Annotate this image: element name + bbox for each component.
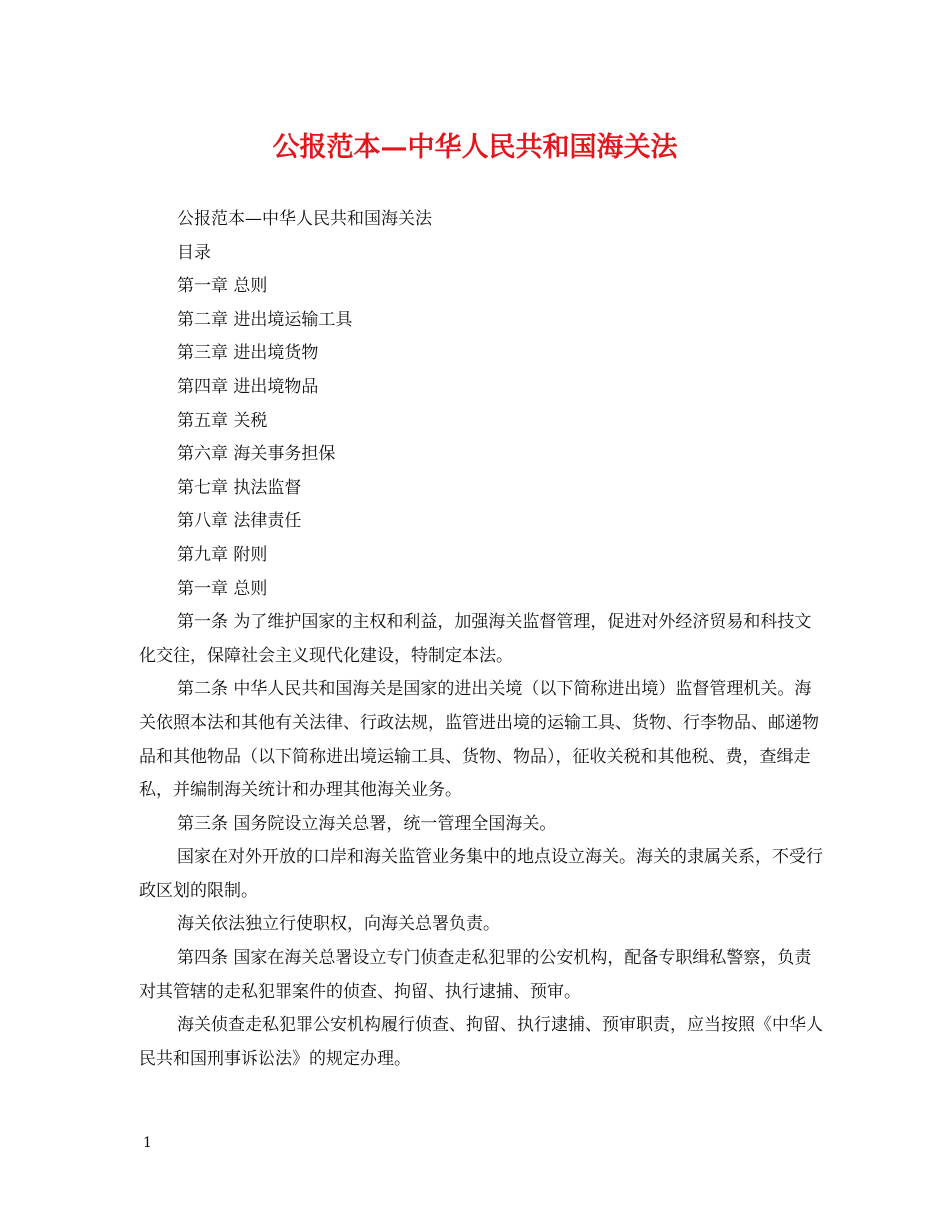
document-body xyxy=(139,203,827,1076)
page-number: 1 xyxy=(143,1135,152,1151)
toc-item: 第二章 进出境运输工具 xyxy=(177,309,353,330)
article-paragraph: 第二条 中华人民共和国海关是国家的进出关境（以下简称进出境）监督管理机关。海关依照本法和其他有关法律、行政法规，监管进出境的运输工具、货物、行李物品、邮递物品和其他物品（以下简称进出境运输工具、货物、物品），征收关税和其他税、费，查缉走私，并编制海关统计和办理其他海关业务。 xyxy=(139,679,819,801)
toc-heading: 目录 xyxy=(177,242,211,263)
article-paragraph: 国家在对外开放的口岸和海关监管业务集中的地点设立海关。海关的隶属关系，不受行政区划的限制。 xyxy=(139,847,823,901)
toc-item: 第八章 法律责任 xyxy=(177,511,302,532)
article-paragraph: 第一条 为了维护国家的主权和利益，加强海关监督管理，促进对外经济贸易和科技文化交往，保障社会主义现代化建设，特制定本法。 xyxy=(139,612,812,666)
toc-item: 第七章 执法监督 xyxy=(177,477,302,498)
chapter-heading: 第一章 总则 xyxy=(177,578,268,599)
toc-item: 第四章 进出境物品 xyxy=(177,376,319,397)
article-paragraph: 第三条 国务院设立海关总署，统一管理全国海关。 xyxy=(177,813,557,834)
article-paragraph: 第四条 国家在海关总署设立专门侦查走私犯罪的公安机构，配备专职缉私警察，负责对其管辖的走私犯罪案件的侦查、拘留、执行逮捕、预审。 xyxy=(139,948,812,1002)
toc-item: 第九章 附则 xyxy=(177,544,268,565)
document-title: 公报范本—中华人民共和国海关法 xyxy=(272,132,678,163)
toc-item: 第一章 总则 xyxy=(177,276,268,297)
toc-item: 第五章 关税 xyxy=(177,410,268,431)
article-paragraph: 海关依法独立行使职权，向海关总署负责。 xyxy=(177,914,500,935)
toc-item: 第六章 海关事务担保 xyxy=(177,444,336,465)
body-paragraph: 公报范本—中华人民共和国海关法 xyxy=(177,209,432,229)
toc-item: 第三章 进出境货物 xyxy=(177,343,319,364)
article-paragraph: 海关侦查走私犯罪公安机构履行侦查、拘留、执行逮捕、预审职责，应当按照《中华人民共和国刑事诉讼法》的规定办理。 xyxy=(139,1015,823,1069)
